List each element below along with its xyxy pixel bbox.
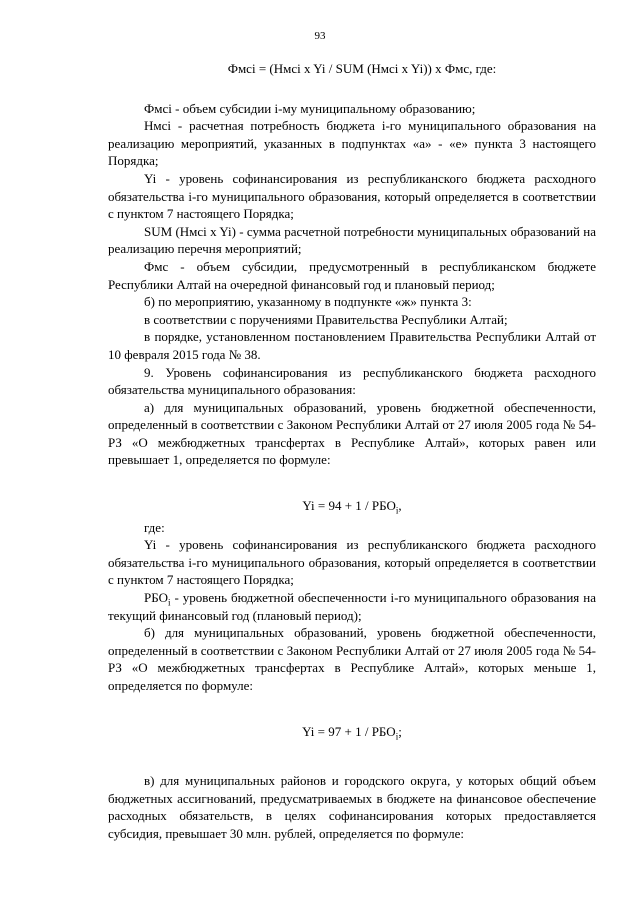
paragraph-government-orders: в соответствии с поручениями Правительства Республики Алтай;	[144, 311, 508, 327]
formula-a: $Yi = 94 + 1 / РБО_i$,	[302, 498, 402, 516]
paragraph-item-b: б) по мероприятию, указанному в подпункте «ж» пункта 3:	[144, 294, 472, 310]
page-number: 93	[314, 30, 326, 42]
spacer	[108, 78, 596, 100]
spacer	[108, 695, 596, 723]
paragraph-where: где:	[144, 519, 165, 535]
formula-b: $Yi = 97 + 1 / РБО_i$;	[302, 723, 402, 742]
spacer	[108, 469, 596, 497]
document-body	[108, 60, 596, 843]
paragraph-rbo-definition: $РБО_i$ - уровень бюджетной обеспеченности i-го муниципального образования на текущий финансовый год (плановый период);	[108, 590, 596, 623]
spacer	[108, 740, 596, 772]
paragraph-yi-definition-2: Yi - уровень софинансирования из республиканского бюджета расходного обязательства i-го муниципального образования, который определяется в соответствии с пунктом 7 настоящего Порядка;	[108, 537, 596, 588]
paragraph-fms-definition: Фмс - объем субсидии, предусмотренный в республиканском бюджете Республики Алтай на очередной финансовый год и плановый период;	[108, 258, 596, 292]
paragraph-yi-definition: Yi - уровень софинансирования из республиканского бюджета расходного обязательства i-го муниципального образования, который определяется в соответствии с пунктом 7 настоящего Порядка;	[108, 170, 596, 222]
paragraph-section-9: 9. Уровень софинансирования из республиканского бюджета расходного обязательства муниципального образования:	[108, 364, 596, 398]
paragraph-fmsi-definition: Фмсi - объем субсидии i-му муниципальному образованию;	[144, 100, 476, 116]
paragraph-item-v: в) для муниципальных районов и городского округа, у которых общий объем бюджетных ассигнований, предусматриваемых в бюджете на финансовое обеспечение расходных обязательств, в целях софинансирования которых предоставляется субсидия, превышает 30 млн. рублей, определяется по формуле:	[108, 773, 596, 841]
paragraph-item-b-2: б) для муниципальных образований, уровень бюджетной обеспеченности, определенный в соответствии с Законом Республики Алтай от 27 июля 2005 года № 54-РЗ «О межбюджетных трансфертах в Республике Алтай», которых меньше 1, определяется по формуле:	[108, 625, 596, 693]
paragraph-sum-definition: SUM (Нмсi x Yi) - сумма расчетной потребности муниципальных образований на реализацию перечня мероприятий;	[108, 223, 596, 257]
formula-main: Фмсi = (Нмсi x Yi / SUM (Нмсi x Yi)) x Фмс, где:	[227, 61, 497, 76]
paragraph-item-a: а) для муниципальных образований, уровень бюджетной обеспеченности, определенный в соответствии с Законом Республики Алтай от 27 июля 2005 года № 54-РЗ «О межбюджетных трансфертах в Республике Алтай», которых равен или превышает 1, определяется по формуле:	[108, 399, 596, 468]
paragraph-nmsi-definition: Нмсi - расчетная потребность бюджета i-го муниципального образования на реализацию мероприятий, указанных в подпунктах «а» - «е» пункта 3 настоящего Порядка;	[108, 118, 596, 169]
paragraph-resolution: в порядке, установленном постановлением Правительства Республики Алтай от 10 февраля 2015 года № 38.	[108, 329, 596, 362]
